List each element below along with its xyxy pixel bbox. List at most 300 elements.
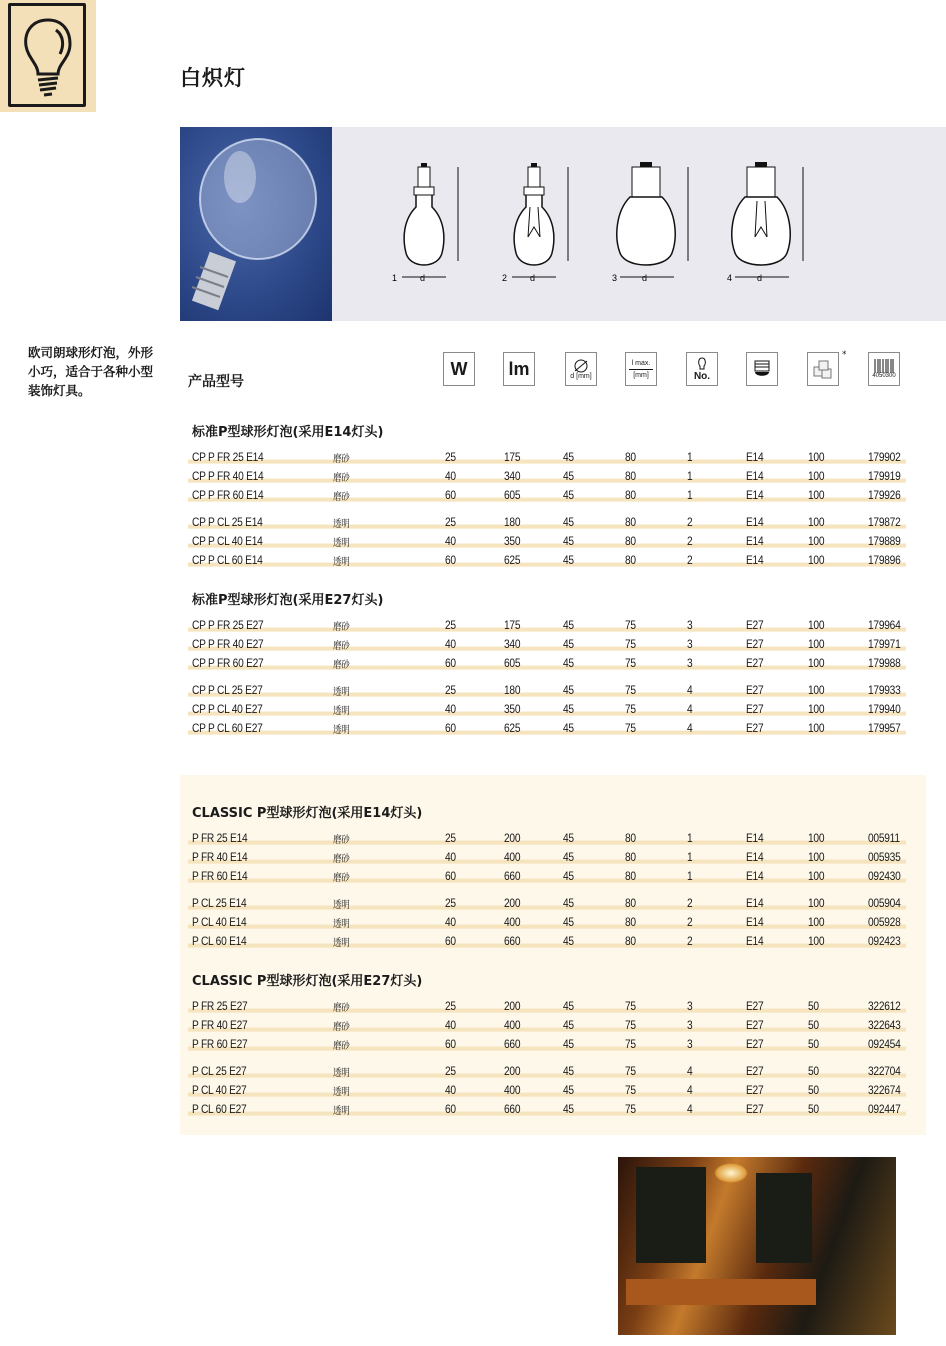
table-row (188, 998, 906, 1016)
diagram-2 (500, 157, 600, 287)
lumen-cell: 625 (504, 721, 521, 735)
base-cell: E14 (746, 915, 764, 929)
diameter-cell: 45 (563, 850, 574, 864)
watt-cell: 40 (445, 1018, 456, 1032)
length-cell: 80 (625, 553, 636, 567)
base-cell: E14 (746, 534, 764, 548)
watt-cell: 25 (445, 515, 456, 529)
base-cell: E14 (746, 934, 764, 948)
watt-cell: 60 (445, 869, 456, 883)
pack-cell: 100 (808, 515, 825, 529)
diameter-icon: d [mm] (565, 352, 597, 386)
section-title: 标准P型球形灯泡(采用E27灯头) (192, 593, 384, 608)
watt-cell: 60 (445, 553, 456, 567)
length-cell: 75 (625, 702, 636, 716)
pack-cell: 100 (808, 534, 825, 548)
shape-number-cell: 4 (687, 702, 693, 716)
finish-cell: 透明 (333, 938, 350, 949)
length-cell: 80 (625, 488, 636, 502)
model-cell: CP P CL 40 E27 (192, 702, 263, 716)
diameter-cell: 45 (563, 1037, 574, 1051)
diameter-cell: 45 (563, 934, 574, 948)
model-cell: CP P CL 60 E27 (192, 721, 263, 735)
length-icon: l max. [mm] (625, 352, 657, 386)
diameter-cell: 45 (563, 702, 574, 716)
table-row (188, 655, 906, 673)
diameter-cell: 45 (563, 999, 574, 1013)
ean-cell: 322612 (868, 999, 901, 1013)
model-cell: CP P CL 40 E14 (192, 534, 263, 548)
lumen-cell: 660 (504, 1037, 521, 1051)
model-cell: CP P CL 25 E27 (192, 683, 263, 697)
model-cell: P CL 60 E14 (192, 934, 247, 948)
base-cell: E27 (746, 999, 764, 1013)
watt-cell: 60 (445, 721, 456, 735)
finish-cell: 磨砂 (333, 873, 350, 884)
length-cell: 80 (625, 515, 636, 529)
model-cell: CP P FR 40 E27 (192, 637, 264, 651)
diagram-4 (725, 157, 825, 287)
diagram-number: 3 (612, 273, 618, 283)
diameter-cell: 45 (563, 683, 574, 697)
diameter-cell: 45 (563, 656, 574, 670)
diameter-cell: 45 (563, 896, 574, 910)
mirror (636, 1167, 706, 1263)
pack-cell: 100 (808, 683, 825, 697)
finish-cell: 透明 (333, 557, 350, 568)
watt-cell: 60 (445, 1037, 456, 1051)
finish-cell: 磨砂 (333, 454, 350, 465)
ean-cell: 179957 (868, 721, 901, 735)
watt-cell: 60 (445, 656, 456, 670)
watt-cell: 25 (445, 999, 456, 1013)
lumen-cell: 660 (504, 1102, 521, 1116)
model-cell: CP P FR 25 E27 (192, 618, 264, 632)
table-row (188, 449, 906, 467)
ean-cell: 179971 (868, 637, 901, 651)
length-cell: 80 (625, 934, 636, 948)
lumen-cell: 660 (504, 869, 521, 883)
model-cell: CP P CL 25 E14 (192, 515, 263, 529)
lumen-cell: 605 (504, 656, 521, 670)
pack-cell: 50 (808, 1064, 819, 1078)
ean-cell: 179919 (868, 469, 901, 483)
diameter-cell: 45 (563, 450, 574, 464)
pack-cell: 100 (808, 618, 825, 632)
diagram-number: 1 (392, 273, 398, 283)
ean-cell: 179872 (868, 515, 901, 529)
length-cell: 80 (625, 850, 636, 864)
pack-cell: 50 (808, 999, 819, 1013)
bulb-number-icon: No. (686, 352, 718, 386)
pack-cell: 50 (808, 1037, 819, 1051)
shape-number-cell: 3 (687, 999, 693, 1013)
base-cell: E14 (746, 553, 764, 567)
length-cell: 75 (625, 721, 636, 735)
lumen-cell: 350 (504, 702, 521, 716)
watt-cell: 25 (445, 896, 456, 910)
diameter-cell: 45 (563, 515, 574, 529)
lumen-cell: 200 (504, 1064, 521, 1078)
table-row (188, 1036, 906, 1054)
diameter-cell: 45 (563, 534, 574, 548)
model-cell: P CL 40 E14 (192, 915, 247, 929)
table-row (188, 701, 906, 719)
lumen-cell: 175 (504, 618, 521, 632)
base-cell: E14 (746, 469, 764, 483)
diagram-1 (390, 157, 490, 287)
shape-number-cell: 1 (687, 831, 693, 845)
diagram-3 (610, 157, 710, 287)
lumen-cell: 350 (504, 534, 521, 548)
model-cell: CP P FR 40 E14 (192, 469, 264, 483)
watt-cell: 40 (445, 1083, 456, 1097)
pack-cell: 100 (808, 450, 825, 464)
ean-cell: 005904 (868, 896, 901, 910)
length-cell: 75 (625, 1018, 636, 1032)
diameter-label: d (757, 273, 763, 283)
model-cell: CP P FR 25 E14 (192, 450, 264, 464)
shape-number-cell: 3 (687, 1037, 693, 1051)
base-cell: E27 (746, 1064, 764, 1078)
table-row (188, 933, 906, 951)
ean-cell: 179933 (868, 683, 901, 697)
finish-cell: 透明 (333, 900, 350, 911)
finish-cell: 透明 (333, 1068, 350, 1079)
base-cell: E27 (746, 1018, 764, 1032)
ean-cell: 005911 (868, 831, 900, 845)
hero-banner (180, 127, 946, 321)
shape-number-cell: 2 (687, 915, 693, 929)
clear-bulb-illustration (180, 127, 332, 321)
finish-cell: 透明 (333, 919, 350, 930)
model-cell: P FR 25 E27 (192, 999, 248, 1013)
table-row (188, 849, 906, 867)
table-row (188, 682, 906, 700)
length-cell: 75 (625, 637, 636, 651)
package-icon (807, 352, 839, 386)
base-cell: E14 (746, 869, 764, 883)
table-row (188, 487, 906, 505)
lumen-cell: 340 (504, 469, 521, 483)
ean-cell: 092423 (868, 934, 901, 948)
pack-cell: 100 (808, 831, 825, 845)
length-cell: 75 (625, 1064, 636, 1078)
base-cell: E27 (746, 618, 764, 632)
shape-number-cell: 4 (687, 1102, 693, 1116)
base-cell: E27 (746, 637, 764, 651)
product-description (28, 343, 168, 400)
model-cell: P FR 40 E27 (192, 1018, 248, 1032)
base-cell: E27 (746, 1083, 764, 1097)
diameter-cell: 45 (563, 721, 574, 735)
watt-cell: 40 (445, 915, 456, 929)
length-cell: 80 (625, 896, 636, 910)
ean-cell: 092454 (868, 1037, 901, 1051)
ean-cell: 179902 (868, 450, 901, 464)
model-cell: CP P CL 60 E14 (192, 553, 263, 567)
description-line: 欧司朗球形灯泡，外形 (28, 345, 154, 360)
watt-cell: 40 (445, 469, 456, 483)
finish-cell: 磨砂 (333, 835, 350, 846)
length-cell: 80 (625, 534, 636, 548)
shape-number-cell: 4 (687, 683, 693, 697)
length-cell: 75 (625, 618, 636, 632)
finish-cell: 磨砂 (333, 473, 350, 484)
lumen-cell: 400 (504, 915, 521, 929)
pack-cell: 100 (808, 869, 825, 883)
finish-cell: 透明 (333, 1087, 350, 1098)
shape-number-cell: 2 (687, 896, 693, 910)
ean-cell: 179926 (868, 488, 901, 502)
diameter-cell: 45 (563, 1083, 574, 1097)
model-cell: CP P FR 60 E27 (192, 656, 264, 670)
ean-cell: 005928 (868, 915, 901, 929)
finish-cell: 磨砂 (333, 854, 350, 865)
watt-cell: 25 (445, 831, 456, 845)
ean-cell: 322704 (868, 1064, 901, 1078)
diameter-label: d (420, 273, 426, 283)
bulb-logo (0, 0, 96, 112)
pack-cell: 100 (808, 637, 825, 651)
pack-cell: 50 (808, 1018, 819, 1032)
watt-cell: 40 (445, 637, 456, 651)
barcode-icon: 4050300 (868, 352, 900, 386)
diameter-cell: 45 (563, 618, 574, 632)
ean-cell: 179988 (868, 656, 901, 670)
lumen-cell: 200 (504, 831, 521, 845)
base-cell: E14 (746, 515, 764, 529)
diameter-cell: 45 (563, 553, 574, 567)
length-cell: 80 (625, 915, 636, 929)
ean-cell: 092447 (868, 1102, 901, 1116)
lumen-cell: 200 (504, 896, 521, 910)
watt-cell: 40 (445, 850, 456, 864)
lumen-cell: 660 (504, 934, 521, 948)
diameter-cell: 45 (563, 831, 574, 845)
finish-cell: 透明 (333, 687, 350, 698)
shape-number-cell: 3 (687, 1018, 693, 1032)
shape-number-cell: 3 (687, 656, 693, 670)
pack-cell: 100 (808, 488, 825, 502)
ean-cell: 322643 (868, 1018, 901, 1032)
length-cell: 75 (625, 656, 636, 670)
watt-cell: 60 (445, 934, 456, 948)
finish-cell: 透明 (333, 725, 350, 736)
shape-number-cell: 3 (687, 618, 693, 632)
product-model-header: 产品型号 (188, 374, 244, 390)
lumen-cell: 180 (504, 683, 521, 697)
table-row (188, 868, 906, 886)
lumen-cell: 180 (504, 515, 521, 529)
finish-cell: 磨砂 (333, 622, 350, 633)
pack-cell: 100 (808, 702, 825, 716)
table-row (188, 830, 906, 848)
classic-section-background (180, 775, 926, 1135)
length-cell: 80 (625, 869, 636, 883)
length-cell: 75 (625, 1037, 636, 1051)
light-bulb-icon (18, 14, 78, 102)
shape-number-cell: 1 (687, 869, 693, 883)
base-cell: E27 (746, 702, 764, 716)
finish-cell: 磨砂 (333, 641, 350, 652)
watt-cell: 25 (445, 1064, 456, 1078)
base-cell: E27 (746, 721, 764, 735)
model-cell: P FR 60 E14 (192, 869, 248, 883)
watt-cell: 25 (445, 618, 456, 632)
table-row (188, 1082, 906, 1100)
finish-cell: 磨砂 (333, 660, 350, 671)
watt-cell: 25 (445, 450, 456, 464)
finish-cell: 磨砂 (333, 1041, 350, 1052)
ean-cell: 005935 (868, 850, 901, 864)
lumen-cell: 400 (504, 850, 521, 864)
shape-number-cell: 1 (687, 488, 693, 502)
finish-cell: 透明 (333, 519, 350, 530)
table-row (188, 468, 906, 486)
finish-cell: 磨砂 (333, 1003, 350, 1014)
base-cell: E14 (746, 896, 764, 910)
shape-number-cell: 3 (687, 637, 693, 651)
diameter-cell: 45 (563, 1018, 574, 1032)
lumen-icon: lm (503, 352, 535, 386)
base-cell: E14 (746, 488, 764, 502)
model-cell: P FR 40 E14 (192, 850, 248, 864)
length-cell: 75 (625, 999, 636, 1013)
diameter-cell: 45 (563, 488, 574, 502)
diagram-number: 2 (502, 273, 508, 283)
model-cell: P FR 60 E27 (192, 1037, 248, 1051)
base-cell: E27 (746, 683, 764, 697)
shape-number-cell: 2 (687, 934, 693, 948)
lumen-cell: 200 (504, 999, 521, 1013)
model-cell: P CL 60 E27 (192, 1102, 247, 1116)
pack-cell: 50 (808, 1083, 819, 1097)
shape-number-cell: 4 (687, 1083, 693, 1097)
wall-lamp (714, 1163, 748, 1183)
ean-cell: 179964 (868, 618, 901, 632)
ean-cell: 179889 (868, 534, 901, 548)
shape-number-cell: 2 (687, 515, 693, 529)
length-cell: 75 (625, 1102, 636, 1116)
pack-cell: 50 (808, 1102, 819, 1116)
lumen-cell: 400 (504, 1018, 521, 1032)
pack-cell: 100 (808, 915, 825, 929)
shape-number-cell: 1 (687, 850, 693, 864)
diameter-cell: 45 (563, 1102, 574, 1116)
pack-cell: 100 (808, 469, 825, 483)
pack-cell: 100 (808, 553, 825, 567)
table-row (188, 1101, 906, 1119)
diameter-label: d (642, 273, 648, 283)
description-line: 装饰灯具。 (28, 383, 91, 398)
shape-number-cell: 2 (687, 553, 693, 567)
bathroom-interior-photo (618, 1157, 896, 1335)
mirror (756, 1173, 812, 1263)
finish-cell: 磨砂 (333, 1022, 350, 1033)
vanity-counter (626, 1279, 816, 1305)
model-cell: P FR 25 E14 (192, 831, 248, 845)
section-title: 标准P型球形灯泡(采用E14灯头) (192, 425, 384, 440)
lumen-cell: 175 (504, 450, 521, 464)
pack-cell: 100 (808, 934, 825, 948)
diameter-label: d (530, 273, 536, 283)
shape-number-cell: 2 (687, 534, 693, 548)
table-row (188, 914, 906, 932)
watt-cell: 40 (445, 534, 456, 548)
model-cell: P CL 25 E14 (192, 896, 247, 910)
base-cell: E27 (746, 656, 764, 670)
diameter-cell: 45 (563, 1064, 574, 1078)
diameter-cell: 45 (563, 637, 574, 651)
watt-cell: 60 (445, 1102, 456, 1116)
diagram-number: 4 (727, 273, 733, 283)
model-cell: P CL 40 E27 (192, 1083, 247, 1097)
diameter-cell: 45 (563, 915, 574, 929)
lumen-cell: 400 (504, 1083, 521, 1097)
base-cell: E27 (746, 1037, 764, 1051)
base-cell: E14 (746, 850, 764, 864)
length-cell: 80 (625, 450, 636, 464)
table-row (188, 533, 906, 551)
base-cap-icon (746, 352, 778, 386)
shape-number-cell: 4 (687, 1064, 693, 1078)
length-cell: 80 (625, 469, 636, 483)
base-cell: E14 (746, 450, 764, 464)
ean-cell: 179940 (868, 702, 901, 716)
table-row (188, 720, 906, 738)
table-row (188, 895, 906, 913)
finish-cell: 磨砂 (333, 492, 350, 503)
shape-number-cell: 1 (687, 450, 693, 464)
base-cell: E27 (746, 1102, 764, 1116)
pack-cell: 100 (808, 850, 825, 864)
table-row (188, 552, 906, 570)
model-cell: CP P FR 60 E14 (192, 488, 264, 502)
package-footnote-mark: * (842, 350, 847, 360)
length-cell: 80 (625, 831, 636, 845)
table-row (188, 636, 906, 654)
watt-cell: 40 (445, 702, 456, 716)
lumen-cell: 625 (504, 553, 521, 567)
ean-cell: 322674 (868, 1083, 901, 1097)
table-row (188, 617, 906, 635)
length-cell: 75 (625, 1083, 636, 1097)
pack-cell: 100 (808, 896, 825, 910)
base-cell: E14 (746, 831, 764, 845)
shape-number-cell: 4 (687, 721, 693, 735)
ean-cell: 092430 (868, 869, 901, 883)
finish-cell: 透明 (333, 706, 350, 717)
section-title: CLASSIC P型球形灯泡(采用E27灯头) (192, 974, 423, 989)
finish-cell: 透明 (333, 538, 350, 549)
pack-cell: 100 (808, 721, 825, 735)
table-row (188, 514, 906, 532)
table-row (188, 1063, 906, 1081)
ean-cell: 179896 (868, 553, 901, 567)
page-title: 白炽灯 (180, 66, 246, 90)
lumen-cell: 340 (504, 637, 521, 651)
table-row (188, 1017, 906, 1035)
diameter-cell: 45 (563, 469, 574, 483)
diameter-cell: 45 (563, 869, 574, 883)
model-cell: P CL 25 E27 (192, 1064, 247, 1078)
watt-cell: 25 (445, 683, 456, 697)
bulb-photo (180, 127, 332, 321)
section-title: CLASSIC P型球形灯泡(采用E14灯头) (192, 806, 423, 821)
description-line: 小巧，适合于各种小型 (28, 364, 154, 379)
shape-number-cell: 1 (687, 469, 693, 483)
